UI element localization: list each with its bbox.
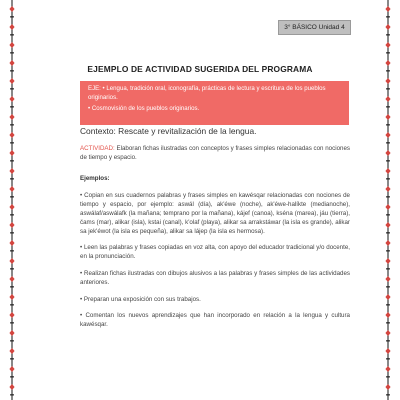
decorative-border-right (385, 0, 391, 400)
border-diamond (9, 96, 14, 102)
border-diamond (385, 348, 390, 354)
border-bar (10, 304, 14, 306)
page-title: EJEMPLO DE ACTIVIDAD SUGERIDA DEL PROGRAMA (87, 64, 313, 74)
border-diamond (385, 78, 390, 84)
activity-paragraph (80, 145, 350, 163)
border-bar (386, 214, 390, 216)
border-diamond (9, 366, 14, 372)
border-diamond (9, 186, 14, 192)
border-diamond (9, 42, 14, 48)
axis-box (80, 81, 349, 125)
border-diamond (9, 240, 14, 246)
border-bar (386, 340, 390, 342)
border-bar (386, 322, 390, 324)
border-bar (386, 196, 390, 198)
border-bar (386, 376, 390, 378)
activity-label: ACTIVIDAD: (80, 145, 115, 152)
border-bar (10, 34, 14, 36)
border-bar (10, 214, 14, 216)
border-diamond (9, 24, 14, 30)
border-diamond (385, 312, 390, 318)
border-bar (10, 52, 14, 54)
border-diamond (385, 168, 390, 174)
border-bar (386, 70, 390, 72)
border-bar (386, 304, 390, 306)
border-bar (386, 178, 390, 180)
border-diamond (385, 258, 390, 264)
border-diamond (385, 42, 390, 48)
border-bar (386, 286, 390, 288)
border-bar (10, 376, 14, 378)
border-diamond (385, 96, 390, 102)
border-diamond (9, 150, 14, 156)
border-bar (10, 124, 14, 126)
border-diamond (9, 276, 14, 282)
border-diamond (385, 6, 390, 12)
border-bar (10, 268, 14, 270)
border-bar (10, 178, 14, 180)
border-bar (386, 160, 390, 162)
border-bar (386, 16, 390, 18)
border-bar (386, 124, 390, 126)
border-diamond (385, 384, 390, 390)
axis-line: originarios. (88, 93, 118, 101)
border-bar (386, 268, 390, 270)
axis-line: • Cosmovisión de los pueblos originarios. (88, 105, 200, 113)
border-diamond (385, 294, 390, 300)
border-bar (10, 70, 14, 72)
border-bar (10, 394, 14, 396)
border-bar (10, 340, 14, 342)
border-bar (10, 16, 14, 18)
example-item: • Copian en sus cuadernos palabras y frases simples en kawésqar relacionadas con nociones de tiempo y espacio, por ejemplo: aswál (día), ak'éwe (noche), ak'éwe-halíkte (medianoche), aswálaf/aswálafk (la mañana; temprano por la mañana), kájef (canoa), kséna (marea), jáu (tierra), čams (mar), alikar (isla), kstai (canal), k'olaf (playa), alikar sa arrakstáwar (la isla es grande), alikar sa jek'éwot (la isla es pequeña), alikar sa lájep (la isla es hermosa). (80, 192, 350, 235)
border-diamond (9, 114, 14, 120)
border-bar (10, 358, 14, 360)
border-diamond (385, 366, 390, 372)
examples-title: Ejemplos: (80, 174, 110, 182)
border-diamond (385, 114, 390, 120)
border-bar (386, 358, 390, 360)
border-bar (386, 394, 390, 396)
context-title: Contexto: Rescate y revitalización de la lengua. (80, 126, 257, 136)
example-item: • Realizan fichas ilustradas con dibujos alusivos a las palabras y frases simples de las actividades anteriores. (80, 269, 350, 286)
border-bar (10, 250, 14, 252)
border-diamond (9, 294, 14, 300)
border-diamond (9, 168, 14, 174)
border-pattern (9, 0, 15, 400)
border-bar (386, 106, 390, 108)
border-diamond (385, 276, 390, 282)
border-diamond (9, 312, 14, 318)
border-diamond (385, 330, 390, 336)
border-diamond (9, 330, 14, 336)
border-diamond (9, 132, 14, 138)
border-diamond (9, 258, 14, 264)
border-bar (10, 106, 14, 108)
example-item: • Leen las palabras y frases copiadas en voz alta, con apoyo del educador tradicional y/o docente, en la pronunciación. (80, 244, 350, 261)
border-diamond (9, 348, 14, 354)
border-diamond (9, 222, 14, 228)
border-diamond (385, 240, 390, 246)
example-item: • Preparan una exposición con sus trabajos. (80, 295, 201, 303)
activity-text: Elaboran fichas ilustradas con conceptos y frases simples relacionadas con nociones de tiempo y espacio. (80, 145, 350, 161)
border-bar (10, 142, 14, 144)
unit-badge: 3° BÁSICO Unidad 4 (278, 20, 351, 35)
border-bar (386, 142, 390, 144)
example-item: • Comentan los nuevos aprendizajes que han incorporado en relación a la lengua y cultura kawésqar. (80, 312, 350, 329)
border-diamond (9, 6, 14, 12)
border-pattern (385, 0, 391, 400)
border-bar (10, 286, 14, 288)
border-diamond (385, 24, 390, 30)
border-diamond (9, 78, 14, 84)
border-diamond (9, 60, 14, 66)
border-bar (386, 232, 390, 234)
border-bar (10, 88, 14, 90)
border-diamond (385, 204, 390, 210)
border-bar (10, 322, 14, 324)
border-bar (386, 88, 390, 90)
border-diamond (385, 132, 390, 138)
border-bar (386, 34, 390, 36)
border-bar (10, 196, 14, 198)
border-diamond (385, 60, 390, 66)
border-bar (386, 250, 390, 252)
border-bar (10, 232, 14, 234)
border-diamond (9, 204, 14, 210)
border-bar (10, 160, 14, 162)
border-bar (386, 52, 390, 54)
decorative-border-left (9, 0, 15, 400)
border-diamond (385, 150, 390, 156)
activity-body (80, 145, 350, 338)
border-diamond (9, 384, 14, 390)
axis-line: EJE: • Lengua, tradición oral, iconografía, prácticas de lectura y escritura de los pueblos (88, 85, 326, 92)
border-diamond (385, 222, 390, 228)
border-diamond (385, 186, 390, 192)
